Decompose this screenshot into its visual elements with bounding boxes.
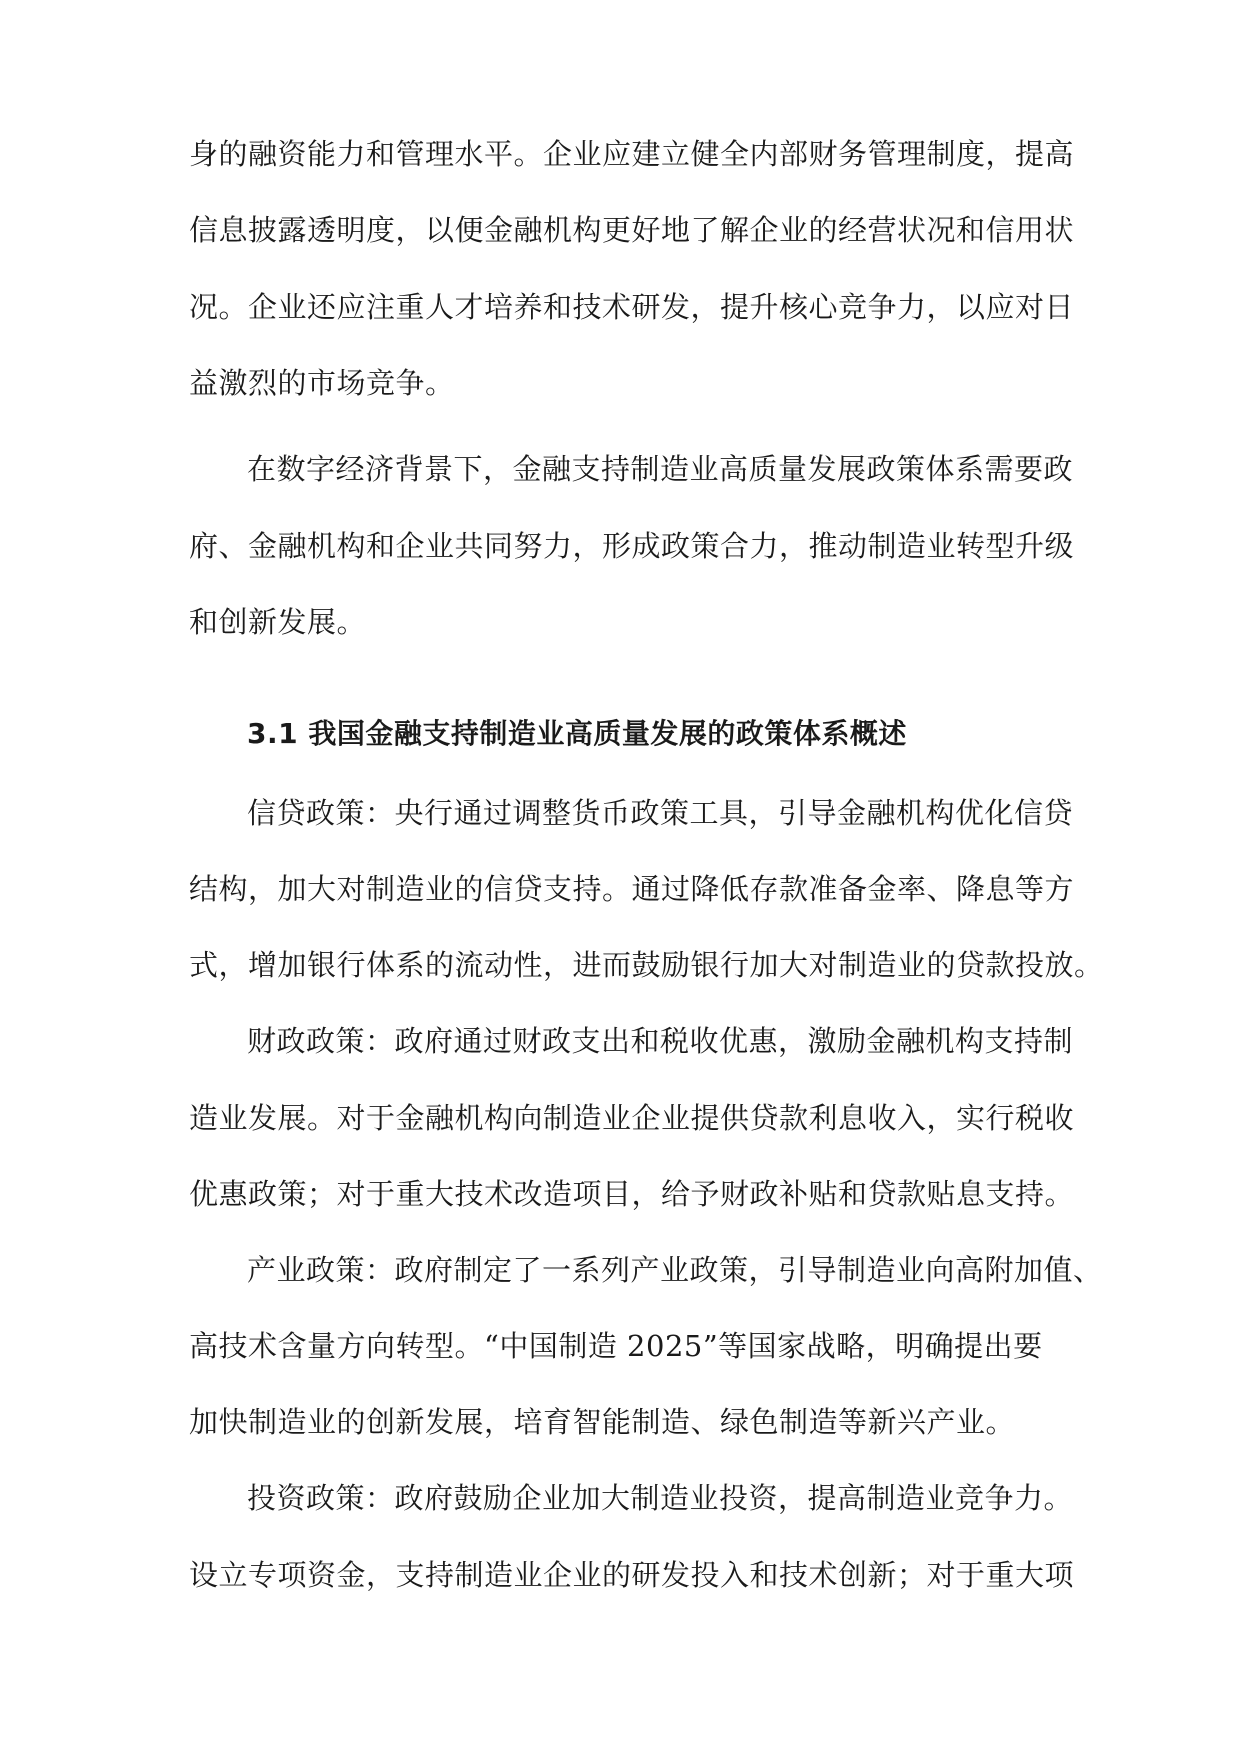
paragraph-line: 结构，加大对制造业的信贷支持。通过降低存款准备金率、降息等方 [189, 872, 1075, 906]
paragraph-line: 造业发展。对于金融机构向制造业企业提供贷款利息收入，实行税收 [189, 1101, 1075, 1135]
paragraph-line: 况。企业还应注重人才培养和技术研发，提升核心竞争力，以应对日 [189, 290, 1075, 324]
paragraph-line: 投资政策：政府鼓励企业加大制造业投资，提高制造业竞争力。 [247, 1481, 1074, 1515]
paragraph-line: 身的融资能力和管理水平。企业应建立健全内部财务管理制度，提高 [189, 137, 1075, 171]
paragraph-line: 财政政策：政府通过财政支出和税收优惠，激励金融机构支持制 [247, 1024, 1074, 1058]
paragraph-line: 在数字经济背景下，金融支持制造业高质量发展政策体系需要政 [247, 452, 1074, 486]
paragraph-line: 府、金融机构和企业共同努力，形成政策合力，推动制造业转型升级 [189, 529, 1075, 563]
paragraph-line: 优惠政策；对于重大技术改造项目，给予财政补贴和贷款贴息支持。 [189, 1177, 1075, 1211]
paragraph-line: 和创新发展。 [189, 605, 367, 639]
paragraph-line: 信息披露透明度，以便金融机构更好地了解企业的经营状况和信用状 [189, 213, 1075, 247]
paragraph-line: 高技术含量方向转型。“中国制造 2025”等国家战略，明确提出要 [189, 1329, 1043, 1363]
paragraph-line: 信贷政策：央行通过调整货币政策工具，引导金融机构优化信贷 [247, 796, 1074, 830]
paragraph-line: 产业政策：政府制定了一系列产业政策，引导制造业向高附加值、 [247, 1253, 1103, 1287]
paragraph-line: 加快制造业的创新发展，培育智能制造、绿色制造等新兴产业。 [189, 1405, 1016, 1439]
paragraph-line: 式，增加银行体系的流动性，进而鼓励银行加大对制造业的贷款投放。 [189, 948, 1104, 982]
paragraph-line: 益激烈的市场竞争。 [189, 366, 455, 400]
paragraph-line: 设立专项资金，支持制造业企业的研发投入和技术创新；对于重大项 [189, 1558, 1075, 1592]
section-heading: 3.1 我国金融支持制造业高质量发展的政策体系概述 [247, 717, 907, 750]
